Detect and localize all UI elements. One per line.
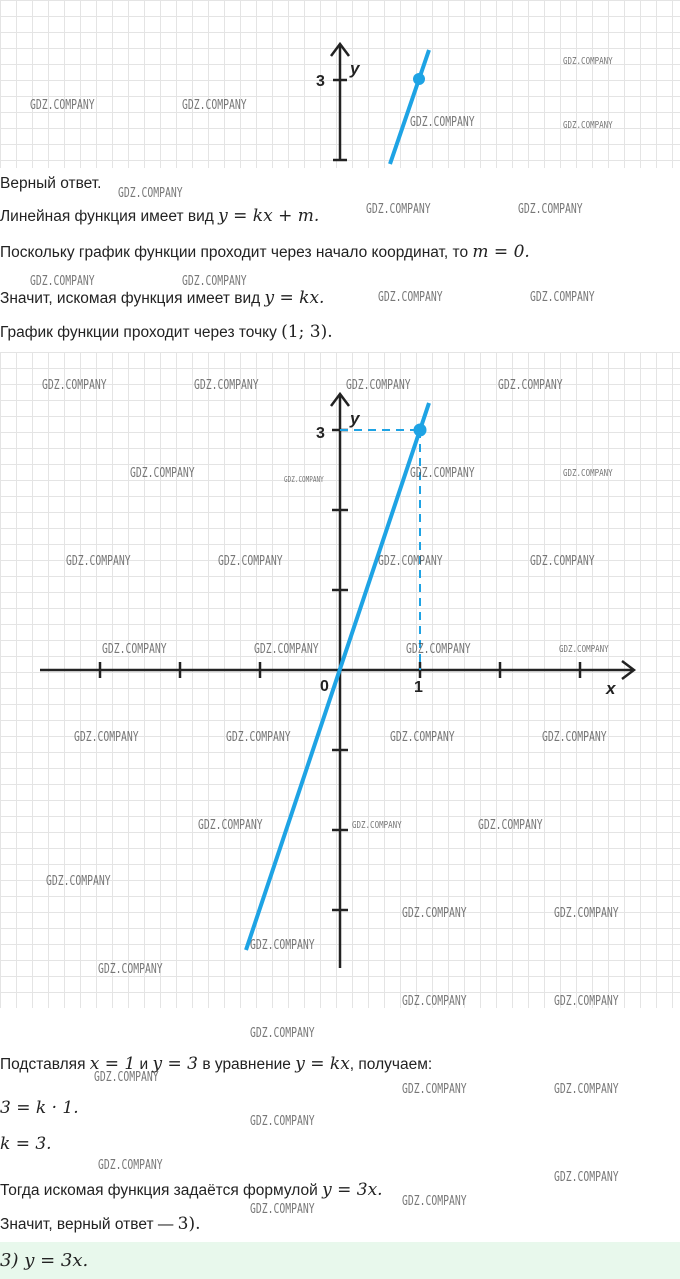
line-substitution bbox=[0, 1054, 432, 1075]
equation-1: 3 = k · 1. bbox=[0, 1098, 79, 1118]
watermark: GDZ.COMPANY bbox=[402, 1194, 467, 1209]
line4-point: (1; 3). bbox=[281, 322, 333, 342]
point-1-3 bbox=[414, 424, 427, 437]
watermark: GDZ.COMPANY bbox=[74, 730, 139, 745]
line6-formula: y = 3x. bbox=[322, 1180, 383, 1200]
watermark: GDZ.COMPANY bbox=[130, 466, 195, 481]
watermark: GDZ.COMPANY bbox=[478, 818, 543, 833]
top-graph bbox=[0, 0, 680, 168]
line5-y: y = 3 bbox=[152, 1054, 199, 1074]
watermark: GDZ.COMPANY bbox=[250, 1114, 315, 1129]
line4-text: График функции проходит через точку bbox=[0, 324, 282, 341]
watermark: GDZ.COMPANY bbox=[390, 730, 455, 745]
watermark: GDZ.COMPANY bbox=[66, 554, 131, 569]
line2-text: Поскольку график функции проходит через начало координат, то bbox=[0, 244, 473, 261]
watermark: GDZ.COMPANY bbox=[254, 642, 319, 657]
correct-answer-heading: Верный ответ. bbox=[0, 175, 102, 192]
watermark: GDZ.COMPANY bbox=[284, 475, 324, 484]
watermark: GDZ.COMPANY bbox=[554, 906, 619, 921]
x-tick-label-1: 1 bbox=[414, 679, 423, 696]
watermark: GDZ.COMPANY bbox=[118, 186, 183, 201]
watermark: GDZ.COMPANY bbox=[30, 98, 95, 113]
watermark: GDZ.COMPANY bbox=[30, 274, 95, 289]
line-correct-answer bbox=[0, 1214, 201, 1235]
watermark: GDZ.COMPANY bbox=[410, 115, 475, 130]
watermark: GDZ.COMPANY bbox=[554, 1170, 619, 1185]
line7-value: 3). bbox=[177, 1214, 201, 1234]
line7-text: Значит, верный ответ — bbox=[0, 1216, 178, 1233]
watermark: GDZ.COMPANY bbox=[559, 644, 609, 655]
watermark: GDZ.COMPANY bbox=[406, 642, 471, 657]
watermark: GDZ.COMPANY bbox=[352, 820, 402, 831]
top-function-line bbox=[390, 50, 429, 164]
top-y-axis-label: y bbox=[350, 59, 360, 78]
watermark: GDZ.COMPANY bbox=[250, 938, 315, 953]
line-origin bbox=[0, 242, 530, 263]
line-point bbox=[0, 322, 333, 343]
watermark: GDZ.COMPANY bbox=[98, 1158, 163, 1173]
top-y-tick-label: 3 bbox=[316, 73, 325, 90]
main-graph-svg bbox=[0, 352, 680, 1008]
x-axis-label: x bbox=[606, 679, 616, 698]
line2-formula: m = 0. bbox=[472, 242, 530, 262]
y-axis-label: y bbox=[350, 409, 360, 428]
watermark: GDZ.COMPANY bbox=[530, 290, 595, 305]
line3-formula: y = kx. bbox=[264, 288, 325, 308]
line5-text-a: Подставляя bbox=[0, 1056, 90, 1073]
final-answer: 3) y = 3x. bbox=[0, 1250, 89, 1271]
watermark: GDZ.COMPANY bbox=[518, 202, 583, 217]
line6-text: Тогда искомая функция задаётся формулой bbox=[0, 1182, 323, 1199]
line5-eq: y = kx bbox=[295, 1054, 350, 1074]
top-graph-svg bbox=[0, 0, 680, 168]
line5-text-c: в уравнение bbox=[198, 1056, 296, 1073]
watermark: GDZ.COMPANY bbox=[563, 120, 613, 131]
watermark: GDZ.COMPANY bbox=[182, 98, 247, 113]
watermark: GDZ.COMPANY bbox=[554, 1082, 619, 1097]
line1-text: Линейная функция имеет вид bbox=[0, 208, 219, 225]
watermark: GDZ.COMPANY bbox=[98, 962, 163, 977]
watermark: GDZ.COMPANY bbox=[218, 554, 283, 569]
watermark: GDZ.COMPANY bbox=[198, 818, 263, 833]
watermark: GDZ.COMPANY bbox=[378, 290, 443, 305]
watermark: GDZ.COMPANY bbox=[194, 378, 259, 393]
watermark: GDZ.COMPANY bbox=[402, 1082, 467, 1097]
line-form-kx bbox=[0, 288, 324, 309]
watermark: GDZ.COMPANY bbox=[402, 906, 467, 921]
watermark: GDZ.COMPANY bbox=[563, 56, 613, 67]
watermark: GDZ.COMPANY bbox=[226, 730, 291, 745]
watermark: GDZ.COMPANY bbox=[530, 554, 595, 569]
watermark: GDZ.COMPANY bbox=[498, 378, 563, 393]
top-point bbox=[413, 73, 425, 85]
watermark: GDZ.COMPANY bbox=[250, 1026, 315, 1041]
line5-text-d: , получаем: bbox=[349, 1056, 433, 1073]
line-result-formula bbox=[0, 1180, 383, 1201]
watermark: GDZ.COMPANY bbox=[563, 468, 613, 479]
watermark: GDZ.COMPANY bbox=[366, 202, 431, 217]
watermark: GDZ.COMPANY bbox=[402, 994, 467, 1009]
equation-2: k = 3. bbox=[0, 1134, 52, 1154]
watermark: GDZ.COMPANY bbox=[182, 274, 247, 289]
watermark: GDZ.COMPANY bbox=[250, 1202, 315, 1217]
watermark: GDZ.COMPANY bbox=[346, 378, 411, 393]
origin-label: 0 bbox=[320, 678, 329, 695]
line5-text-b: и bbox=[135, 1056, 153, 1073]
watermark: GDZ.COMPANY bbox=[554, 994, 619, 1009]
line5-x: x = 1 bbox=[89, 1054, 136, 1074]
final-answer-box bbox=[0, 1242, 680, 1279]
y-tick-label-3: 3 bbox=[316, 425, 325, 442]
line3-text: Значит, искомая функция имеет вид bbox=[0, 290, 265, 307]
line1-formula: y = kx + m. bbox=[218, 206, 320, 226]
watermark: GDZ.COMPANY bbox=[46, 874, 111, 889]
watermark: GDZ.COMPANY bbox=[378, 554, 443, 569]
watermark: GDZ.COMPANY bbox=[102, 642, 167, 657]
watermark: GDZ.COMPANY bbox=[410, 466, 475, 481]
watermark: GDZ.COMPANY bbox=[42, 378, 107, 393]
watermark: GDZ.COMPANY bbox=[94, 1070, 159, 1085]
main-graph bbox=[0, 352, 680, 1008]
watermark: GDZ.COMPANY bbox=[542, 730, 607, 745]
line-linear-form bbox=[0, 206, 319, 227]
function-line bbox=[246, 403, 429, 950]
